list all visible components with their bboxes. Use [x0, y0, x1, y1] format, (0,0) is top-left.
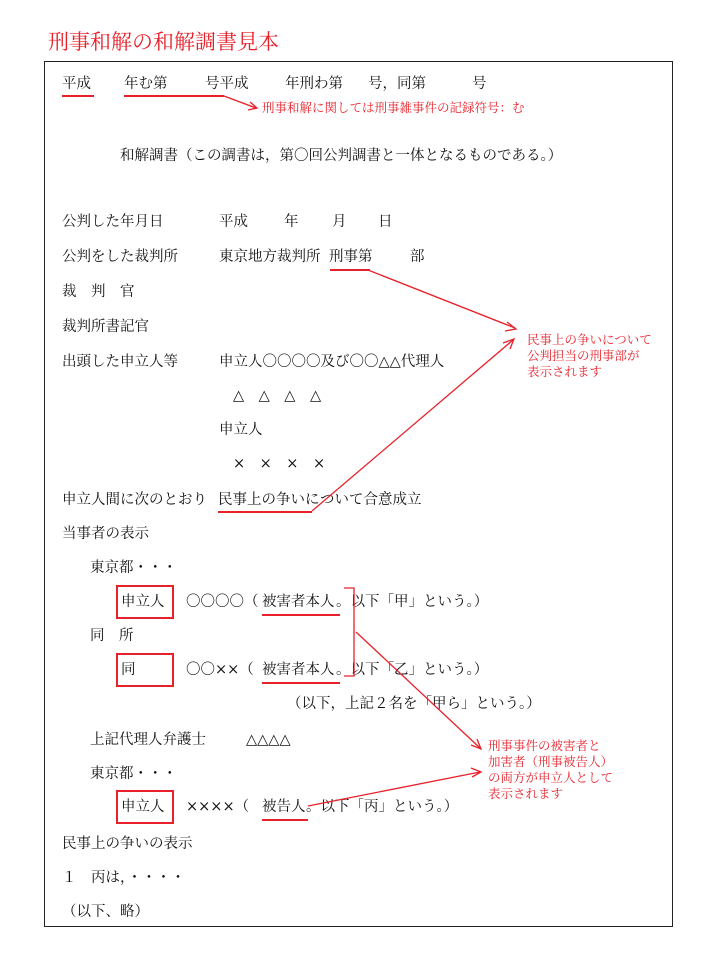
- same-place: 同 所: [90, 628, 134, 644]
- party3-rest: 。以下「丙」という。）: [306, 799, 459, 815]
- appear-crosses: × × × ×: [233, 456, 326, 472]
- underline-victim-2: [262, 682, 340, 684]
- underline-defendant: [262, 819, 308, 821]
- header-case-same: 号，同第: [368, 76, 426, 92]
- court-division: 刑事第: [329, 249, 373, 265]
- appear-label: 出頭した申立人等: [62, 354, 178, 370]
- note-parties-2: 加害者（刑事被告人）: [488, 754, 614, 769]
- appear-applicant: 申立人: [219, 422, 263, 438]
- note-parties-4: 表示されます: [488, 786, 564, 801]
- omitted-note: （以下、略）: [62, 904, 149, 920]
- date-month: 月: [332, 214, 347, 230]
- date-era: 平成: [219, 214, 248, 230]
- party3-status: 被告人: [262, 799, 306, 815]
- address-1: 東京都・・・: [90, 560, 177, 576]
- judge-label: 裁 判 官: [62, 284, 135, 300]
- lawyer-label: 上記代理人弁護士: [90, 732, 206, 748]
- note-civil-dispute-3: 表示されます: [527, 364, 603, 379]
- note-civil-dispute-2: 公判担当の刑事部が: [527, 348, 640, 363]
- appear-triangles: △ △ △ △: [233, 388, 322, 404]
- note-parties-3: の両方が申立人として: [488, 770, 614, 785]
- note-civil-dispute-1: 民事上の争いについて: [527, 332, 652, 347]
- underline-mu: [124, 95, 224, 97]
- underline-civil-dispute: [218, 511, 312, 513]
- note-parties-1: 刑事事件の被害者と: [488, 738, 601, 753]
- doc-heading: 和解調書（この調書は，第〇回公判調書と一体となるものである。）: [120, 148, 563, 164]
- parties-heading: 当事者の表示: [62, 526, 149, 542]
- party2-name: 〇〇××（: [186, 662, 254, 678]
- party1-name: 〇〇〇〇（: [186, 594, 259, 610]
- party3-name: ××××（: [186, 799, 250, 815]
- underline-criminal-division: [330, 269, 370, 271]
- dispute-heading: 民事上の争いの表示: [62, 836, 193, 852]
- party1-role: 申立人: [121, 594, 165, 610]
- clerk-label: 裁判所書記官: [62, 319, 149, 335]
- underline-heisei: [62, 95, 94, 97]
- party2-rest: 。以下「乙」という。）: [336, 662, 489, 678]
- court-name: 東京地方裁判所: [219, 249, 321, 265]
- date-label: 公判した年月日: [62, 214, 164, 230]
- appear-value: 申立人〇〇〇〇及び〇〇△△代理人: [219, 354, 445, 370]
- date-day: 日: [378, 214, 393, 230]
- page-title: 刑事和解の和解調書見本: [48, 30, 279, 54]
- header-case-mu: 年む第: [124, 76, 168, 92]
- address-2: 東京都・・・: [90, 766, 177, 782]
- header-case-no: 号: [472, 76, 487, 92]
- agreement-text-a: 申立人間に次のとおり: [62, 492, 207, 508]
- header-era-1: 平成: [62, 76, 91, 92]
- dispute-item-1: １ 丙は，・・・・: [62, 870, 186, 886]
- agreement-text-c: ついて合意成立: [320, 492, 422, 508]
- court-label: 公判をした裁判所: [62, 249, 178, 265]
- note-record-code: 刑事和解に関しては刑事雑事件の記録符号：む: [262, 100, 525, 115]
- date-year: 年: [284, 214, 299, 230]
- party3-role: 申立人: [121, 799, 165, 815]
- header-case-wa: 年刑わ第: [285, 76, 343, 92]
- agreement-text-b: 民事上の争いに: [218, 492, 320, 508]
- underline-victim-1: [262, 614, 340, 616]
- header-era-2: 号平成: [205, 76, 249, 92]
- court-division-suffix: 部: [410, 249, 425, 265]
- party2-role: 同: [121, 662, 136, 678]
- party1-status: 被害者本人: [262, 594, 335, 610]
- collective-note: （以下，上記２名を「甲ら」という。）: [287, 696, 541, 712]
- party2-status: 被害者本人: [262, 662, 335, 678]
- party1-rest: 。以下「甲」という。）: [336, 594, 489, 610]
- lawyer-value: △△△△: [246, 732, 291, 748]
